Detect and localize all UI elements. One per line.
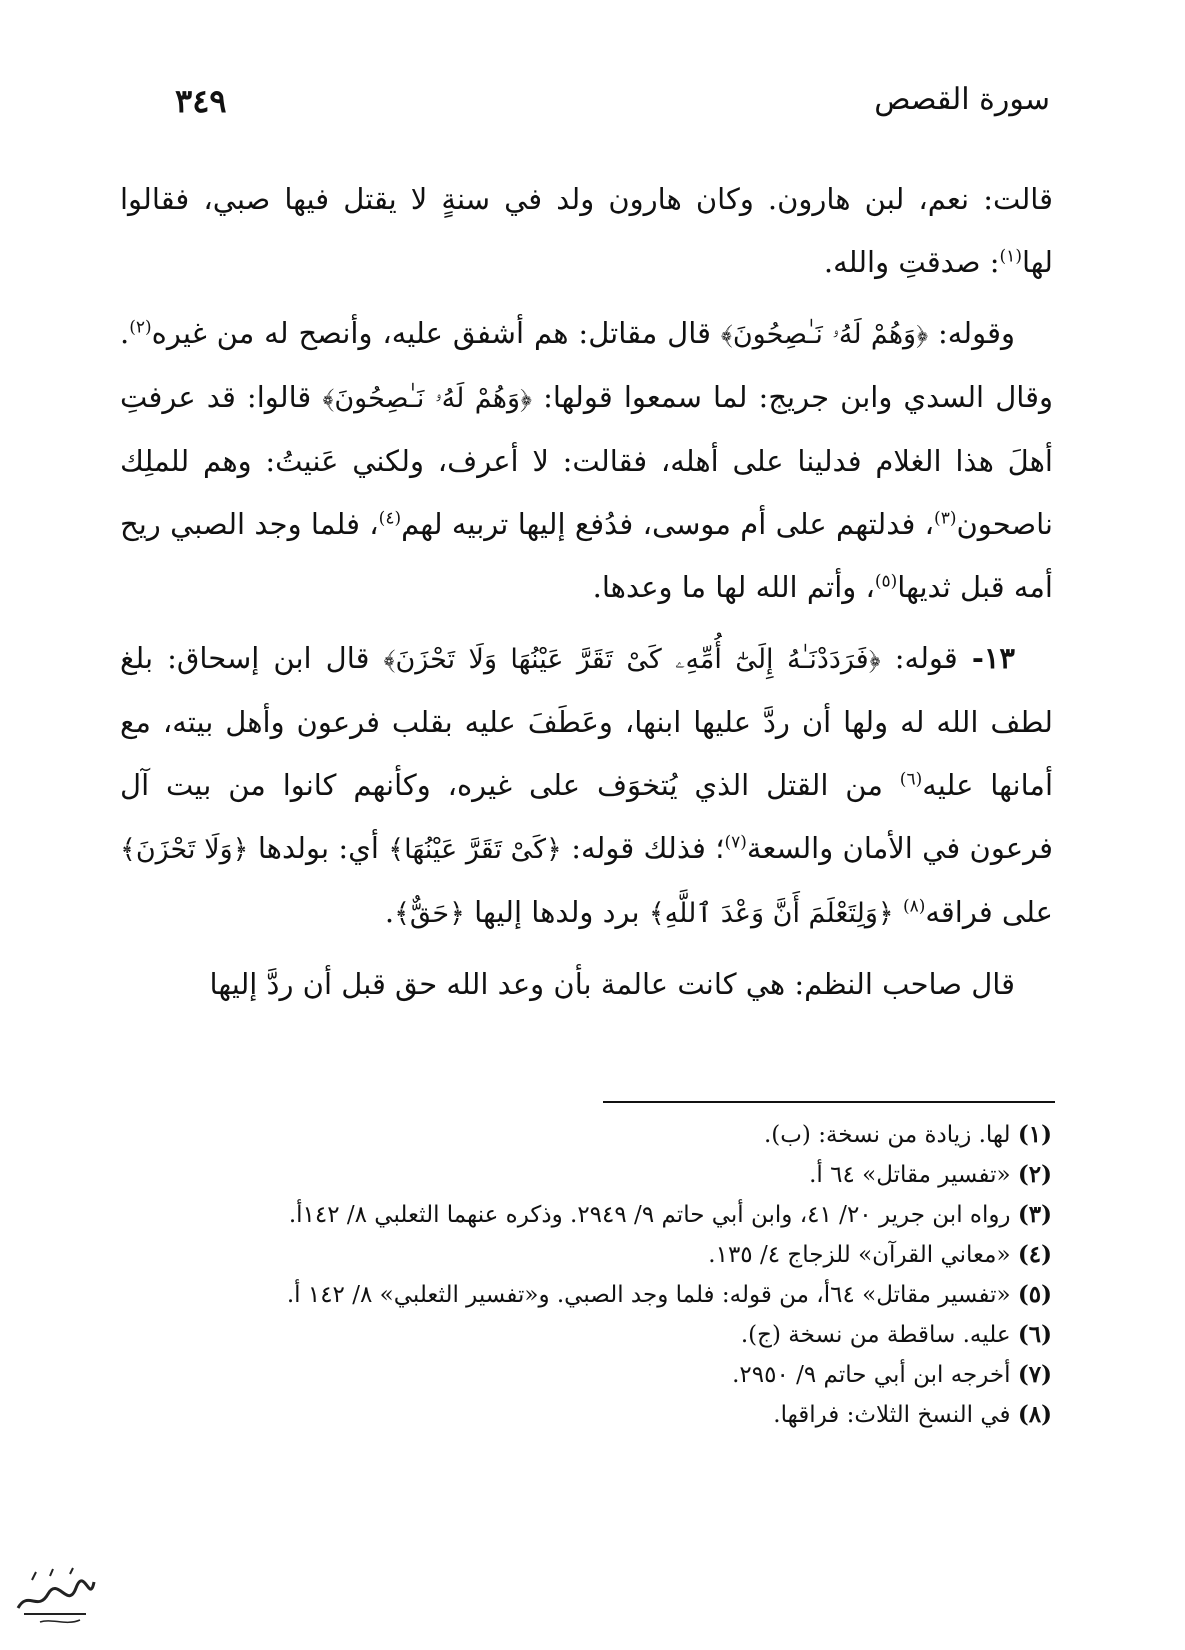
footnote-ref-5: (٥) <box>874 571 898 592</box>
paragraph-1 <box>120 168 1053 294</box>
quran-quote: ﴿وَلَا تَحْزَنَ﴾ <box>120 834 249 865</box>
text-segment: برد ولدها إليها <box>464 895 649 929</box>
quran-quote: ﴿وَهُمْ لَهُۥ نَـٰصِحُونَ﴾ <box>720 319 929 350</box>
footnote-ref-3: (٣) <box>934 508 957 529</box>
text-segment: ، فدلتهم على أم موسى، فدُفع إليها تربيه لهم <box>401 507 935 541</box>
text-segment: . <box>384 895 395 929</box>
text-segment: على فراقه <box>925 895 1053 929</box>
text-segment: قال صاحب النظم: هي كانت عالمة بأن وعد الله حق قبل أن ردَّ إليها <box>209 967 1015 1001</box>
main-text <box>120 168 1053 1024</box>
text-segment: ؛ فذلك قوله: <box>561 831 725 865</box>
footnote <box>120 1395 1052 1435</box>
text-segment: من القتل الذي يُتخوَف على غيره، وكأنهم كانوا من بيت آل فرعون في الأمان والسعة <box>120 768 1053 865</box>
text-segment: قالت: نعم، لبن هارون. وكان هارون ولد في سنةٍ لا يقتل فيها صبي، فقالوا لها <box>120 182 1053 279</box>
text-segment: قال ابن إسحاق: بلغ لطف الله له ولها أن ردَّ عليها ابنها، وعَطَفَ عليه بقلب فرعون وأهل بيته، مع أمانها عليه <box>120 641 1054 802</box>
verse-number: ١٣- <box>971 641 1016 675</box>
footnote-text: «تفسير مقاتل» ٦٤ أ. <box>809 1162 1011 1188</box>
footnote-text: لها. زيادة من نسخة: (ب). <box>763 1122 1011 1148</box>
text-segment: : صدقتِ والله. <box>823 245 1000 279</box>
footnote-ref-1: (١) <box>999 246 1022 267</box>
footnote-text: «معاني القرآن» للزجاج ٤/ ١٣٥. <box>708 1242 1011 1268</box>
footnote-number: (٣) <box>1017 1201 1052 1228</box>
text-segment: . وقال السدي وابن جريج: لما سمعوا قولها: <box>120 316 1053 414</box>
footnote-number: (٤) <box>1017 1241 1052 1268</box>
footnote-number: (٦) <box>1017 1321 1052 1348</box>
footnote <box>120 1235 1052 1275</box>
quran-quote: ﴿حَقٌّ﴾ <box>394 898 465 929</box>
quran-quote: ﴿فَرَدَدْنَـٰهُ إِلَىٰٓ أُمِّهِۦ كَىْ تَقَرَّ عَيْنُهَا وَلَا تَحْزَنَ﴾ <box>383 644 881 675</box>
footnote-ref-8: (٨) <box>902 896 926 917</box>
text-segment: قال مقاتل: هم أشفق عليه، وأنصح له من غيره <box>151 316 721 350</box>
footnote <box>120 1115 1052 1155</box>
footnote-text: رواه ابن جرير ٢٠/ ٤١، وابن أبي حاتم ٩/ ٢٩٤٩. وذكره عنهما الثعلبي ٨/ ١٤٢أ. <box>288 1202 1011 1228</box>
footnote-text: في النسخ الثلاث: فراقها. <box>773 1402 1011 1428</box>
footnote-ref-4: (٤) <box>378 508 402 529</box>
quran-quote: ﴿وَلِتَعْلَمَ أَنَّ وَعْدَ ٱللَّهِ﴾ <box>648 898 894 929</box>
footnote-number: (١) <box>1017 1121 1052 1148</box>
footnote <box>120 1195 1052 1235</box>
text-segment: قوله: <box>880 641 972 675</box>
paragraph-2 <box>120 302 1053 619</box>
footnote-number: (٥) <box>1017 1281 1052 1308</box>
footnote-number: (٧) <box>1017 1361 1052 1388</box>
surah-title: سورة القصص <box>874 82 1050 117</box>
text-segment: قالوا: قد عرفتِ أهلَ هذا الغلام فدلينا على أهله، فقالت: لا أعرف، ولكني عَنيتُ: وهم للملِك ناصحون <box>120 380 1053 541</box>
text-segment: أي: بولدها <box>248 831 389 865</box>
footnote-number: (٨) <box>1017 1401 1052 1428</box>
footnote-ref-7: (٧) <box>724 832 747 853</box>
paragraph-3 <box>120 627 1053 945</box>
footnote <box>120 1355 1052 1395</box>
quran-quote: ﴿كَىْ تَقَرَّ عَيْنُهَا﴾ <box>388 834 562 865</box>
paragraph-4 <box>120 953 1053 1016</box>
footnote-number: (٢) <box>1017 1161 1052 1188</box>
footnote-text: «تفسير مقاتل» ٦٤أ، من قوله: فلما وجد الصبي. و«تفسير الثعلبي» ٨/ ١٤٢ أ. <box>286 1282 1011 1308</box>
text-segment: وقوله: <box>928 316 1015 350</box>
footnote <box>120 1155 1052 1195</box>
text-segment <box>894 895 903 929</box>
footnote-ref-6: (٦) <box>899 769 923 790</box>
footnote-ref-2: (٢) <box>129 317 152 338</box>
footnote <box>120 1275 1052 1315</box>
stamp-calligraphy-icon <box>10 1560 100 1630</box>
library-stamp-logo <box>10 1560 100 1630</box>
footnote <box>120 1315 1052 1355</box>
page-header <box>175 82 1050 132</box>
page-number: ٣٤٩ <box>175 82 227 120</box>
text-segment: ، فلما وجد الصبي ريح أمه قبل ثديها <box>120 507 1053 604</box>
quran-quote: ﴿وَهُمْ لَهُۥ نَـٰصِحُونَ﴾ <box>322 383 532 414</box>
footnote-text: عليه. ساقطة من نسخة (ج). <box>740 1322 1011 1348</box>
footnote-divider <box>603 1101 1055 1103</box>
text-segment: ، وأتم الله لها ما وعدها. <box>592 570 875 604</box>
footnotes <box>120 1115 1052 1435</box>
footnote-text: أخرجه ابن أبي حاتم ٩/ ٢٩٥٠. <box>732 1362 1011 1388</box>
